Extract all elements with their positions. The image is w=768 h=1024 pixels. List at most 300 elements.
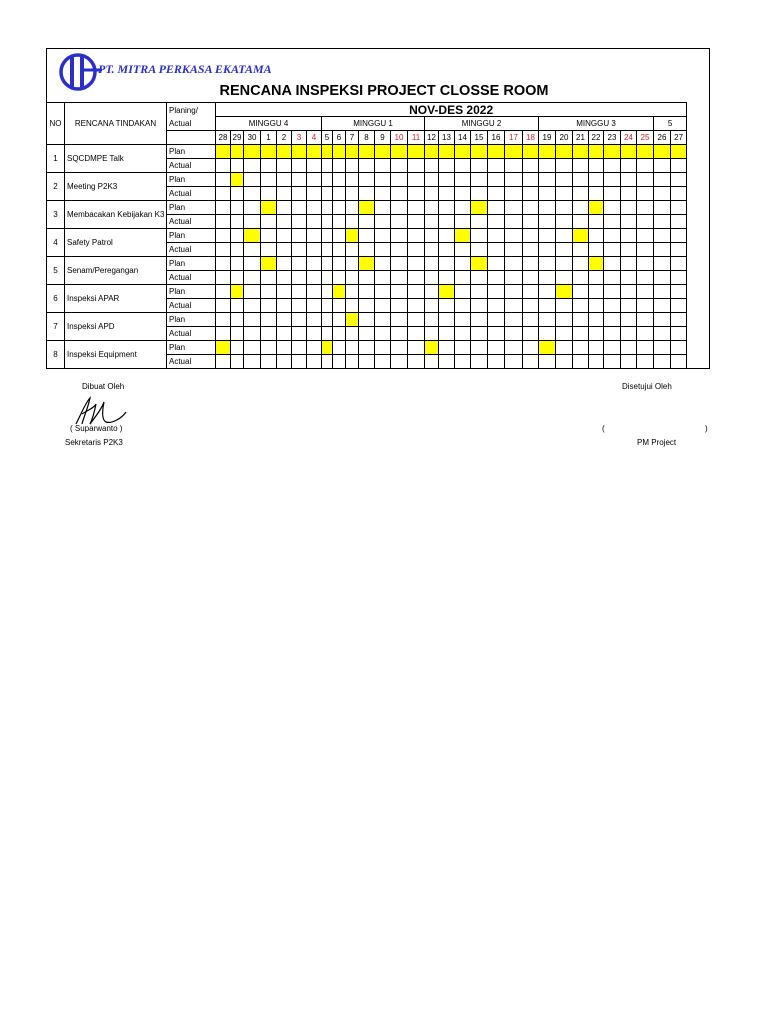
plan-cell — [307, 257, 322, 271]
actual-cell — [589, 355, 604, 369]
plan-cell — [488, 201, 505, 215]
plan-cell — [573, 313, 589, 327]
actual-cell — [654, 355, 671, 369]
plan-cell — [621, 285, 637, 299]
actual-cell — [375, 215, 391, 229]
plan-cell — [604, 285, 621, 299]
plan-cell — [439, 341, 455, 355]
plan-row — [47, 145, 687, 159]
week-header: MINGGU 3 — [539, 117, 654, 131]
actual-cell — [375, 355, 391, 369]
plan-cell — [375, 313, 391, 327]
actual-cell — [333, 215, 346, 229]
actual-cell — [292, 187, 307, 201]
actual-cell — [556, 159, 573, 173]
plan-cell — [471, 313, 488, 327]
plan-cell — [307, 313, 322, 327]
plan-cell — [654, 201, 671, 215]
actual-cell — [244, 159, 261, 173]
plan-cell — [231, 313, 244, 327]
plan-cell — [637, 229, 654, 243]
plan-cell — [523, 145, 539, 159]
actual-cell — [488, 299, 505, 313]
actual-label: Actual — [167, 355, 216, 369]
actual-cell — [671, 355, 687, 369]
plan-cell — [573, 341, 589, 355]
actual-cell — [671, 159, 687, 173]
actual-cell — [307, 299, 322, 313]
actual-cell — [671, 215, 687, 229]
plan-label: Plan — [167, 173, 216, 187]
plan-cell — [391, 173, 408, 187]
plan-cell — [637, 341, 654, 355]
plan-cell — [621, 257, 637, 271]
actual-cell — [573, 299, 589, 313]
actual-cell — [216, 215, 231, 229]
actual-cell — [391, 327, 408, 341]
actual-cell — [231, 159, 244, 173]
actual-cell — [455, 327, 471, 341]
plan-cell — [556, 145, 573, 159]
actual-cell — [523, 271, 539, 285]
actual-cell — [425, 243, 439, 257]
actual-cell — [604, 327, 621, 341]
plan-cell — [408, 229, 425, 243]
day-header: 15 — [471, 131, 488, 145]
plan-cell — [604, 145, 621, 159]
actual-cell — [346, 243, 359, 257]
actual-cell — [231, 187, 244, 201]
actual-cell — [261, 243, 277, 257]
week-header: 5 — [654, 117, 687, 131]
actual-cell — [292, 215, 307, 229]
actual-cell — [455, 159, 471, 173]
actual-cell — [539, 299, 556, 313]
actual-cell — [408, 271, 425, 285]
actual-cell — [505, 355, 523, 369]
plan-cell — [391, 285, 408, 299]
actual-cell — [425, 355, 439, 369]
plan-cell — [261, 201, 277, 215]
plan-cell — [455, 229, 471, 243]
plan-cell — [523, 229, 539, 243]
plan-cell — [505, 257, 523, 271]
plan-cell — [375, 173, 391, 187]
plan-cell — [439, 145, 455, 159]
plan-cell — [523, 285, 539, 299]
actual-cell — [488, 159, 505, 173]
plan-cell — [488, 229, 505, 243]
plan-cell — [322, 313, 333, 327]
day-header: 29 — [231, 131, 244, 145]
plan-cell — [604, 257, 621, 271]
actual-cell — [637, 243, 654, 257]
approved-by-role: PM Project — [637, 438, 677, 447]
actual-cell — [244, 243, 261, 257]
plan-cell — [277, 201, 292, 215]
actual-cell — [292, 355, 307, 369]
plan-cell — [556, 201, 573, 215]
plan-cell — [408, 285, 425, 299]
actual-cell — [408, 299, 425, 313]
actual-cell — [231, 327, 244, 341]
actual-cell — [455, 243, 471, 257]
approved-by-label: Disetujui Oleh — [622, 382, 672, 391]
actual-cell — [231, 271, 244, 285]
actual-cell — [307, 271, 322, 285]
plan-cell — [408, 257, 425, 271]
actual-cell — [408, 159, 425, 173]
plan-cell — [439, 285, 455, 299]
actual-cell — [231, 215, 244, 229]
plan-cell — [359, 257, 375, 271]
plan-cell — [261, 285, 277, 299]
actual-cell — [375, 187, 391, 201]
plan-cell — [654, 313, 671, 327]
plan-cell — [523, 341, 539, 355]
day-header: 23 — [604, 131, 621, 145]
plan-cell — [573, 145, 589, 159]
actual-cell — [261, 327, 277, 341]
actual-cell — [539, 271, 556, 285]
actual-cell — [261, 299, 277, 313]
plan-cell — [573, 285, 589, 299]
plan-cell — [604, 229, 621, 243]
actual-cell — [375, 327, 391, 341]
actual-cell — [637, 159, 654, 173]
actual-cell — [505, 299, 523, 313]
plan-cell — [244, 341, 261, 355]
actual-cell — [637, 355, 654, 369]
plan-cell — [589, 313, 604, 327]
plan-cell — [346, 201, 359, 215]
plan-cell — [523, 257, 539, 271]
plan-cell — [671, 285, 687, 299]
plan-cell — [488, 285, 505, 299]
plan-cell — [425, 173, 439, 187]
actual-cell — [654, 243, 671, 257]
week-header: MINGGU 2 — [425, 117, 539, 131]
plan-cell — [455, 257, 471, 271]
plan-cell — [556, 173, 573, 187]
actual-cell — [359, 159, 375, 173]
day-header: 14 — [455, 131, 471, 145]
actual-cell — [589, 187, 604, 201]
plan-cell — [261, 313, 277, 327]
actual-cell — [621, 299, 637, 313]
row-number: 6 — [47, 285, 65, 313]
day-header: 27 — [671, 131, 687, 145]
actual-cell — [216, 159, 231, 173]
actual-cell — [216, 299, 231, 313]
actual-cell — [391, 271, 408, 285]
plan-cell — [505, 341, 523, 355]
plan-cell — [391, 145, 408, 159]
actual-cell — [322, 159, 333, 173]
actual-cell — [471, 187, 488, 201]
plan-row — [47, 257, 687, 271]
plan-cell — [261, 341, 277, 355]
plan-cell — [671, 341, 687, 355]
plan-cell — [244, 229, 261, 243]
plan-cell — [471, 145, 488, 159]
actual-label: Actual — [169, 118, 192, 128]
row-number: 4 — [47, 229, 65, 257]
plan-cell — [556, 229, 573, 243]
day-header: 3 — [292, 131, 307, 145]
plan-cell — [604, 341, 621, 355]
plan-cell — [231, 341, 244, 355]
plan-cell — [505, 145, 523, 159]
actual-cell — [391, 187, 408, 201]
actual-cell — [261, 159, 277, 173]
actual-cell — [455, 215, 471, 229]
actual-label: Actual — [167, 299, 216, 313]
plan-cell — [539, 229, 556, 243]
actual-label: Actual — [167, 243, 216, 257]
plan-cell — [455, 285, 471, 299]
actual-cell — [359, 355, 375, 369]
actual-cell — [359, 243, 375, 257]
actual-cell — [277, 243, 292, 257]
day-header: 7 — [346, 131, 359, 145]
actual-cell — [346, 327, 359, 341]
actual-cell — [375, 271, 391, 285]
plan-label: Plan — [167, 313, 216, 327]
plan-cell — [391, 229, 408, 243]
actual-cell — [556, 355, 573, 369]
actual-cell — [425, 215, 439, 229]
actual-cell — [471, 243, 488, 257]
plan-cell — [277, 173, 292, 187]
plan-cell — [375, 145, 391, 159]
plan-cell — [637, 145, 654, 159]
actual-cell — [307, 243, 322, 257]
plan-cell — [277, 341, 292, 355]
plan-cell — [425, 229, 439, 243]
plan-cell — [488, 173, 505, 187]
actual-cell — [455, 187, 471, 201]
actual-cell — [277, 355, 292, 369]
actual-cell — [408, 327, 425, 341]
actual-cell — [391, 299, 408, 313]
plan-cell — [216, 201, 231, 215]
plan-cell — [455, 201, 471, 215]
plan-cell — [654, 173, 671, 187]
plan-cell — [346, 285, 359, 299]
plan-cell — [556, 257, 573, 271]
plan-label: Plan — [167, 229, 216, 243]
actual-cell — [408, 243, 425, 257]
plan-cell — [216, 229, 231, 243]
actual-cell — [604, 299, 621, 313]
plan-row — [47, 285, 687, 299]
actual-label: Actual — [167, 187, 216, 201]
actual-cell — [539, 187, 556, 201]
actual-cell — [333, 299, 346, 313]
plan-cell — [604, 313, 621, 327]
plan-cell — [292, 313, 307, 327]
row-number: 8 — [47, 341, 65, 369]
plan-cell — [216, 341, 231, 355]
inspection-schedule-table — [46, 102, 687, 369]
day-header: 24 — [621, 131, 637, 145]
day-header: 22 — [589, 131, 604, 145]
plan-cell — [292, 257, 307, 271]
plan-cell — [322, 201, 333, 215]
plan-cell — [573, 201, 589, 215]
actual-cell — [359, 327, 375, 341]
actual-cell — [333, 355, 346, 369]
actual-cell — [455, 355, 471, 369]
plan-cell — [455, 313, 471, 327]
actual-cell — [391, 243, 408, 257]
plan-cell — [231, 229, 244, 243]
plan-cell — [556, 341, 573, 355]
signature-mark — [72, 394, 130, 428]
day-header: 10 — [391, 131, 408, 145]
plan-label: Plan — [167, 341, 216, 355]
actual-cell — [307, 215, 322, 229]
plan-cell — [375, 229, 391, 243]
actual-cell — [556, 215, 573, 229]
plan-cell — [333, 313, 346, 327]
actual-cell — [621, 215, 637, 229]
actual-cell — [391, 355, 408, 369]
actual-cell — [654, 187, 671, 201]
plan-cell — [244, 201, 261, 215]
actual-cell — [346, 159, 359, 173]
plan-cell — [307, 201, 322, 215]
actual-cell — [292, 159, 307, 173]
plan-cell — [539, 145, 556, 159]
week-header: MINGGU 1 — [322, 117, 425, 131]
actual-cell — [333, 187, 346, 201]
actual-cell — [539, 159, 556, 173]
actual-cell — [216, 327, 231, 341]
plan-cell — [216, 173, 231, 187]
plan-cell — [505, 173, 523, 187]
actual-cell — [359, 215, 375, 229]
actual-cell — [455, 271, 471, 285]
plan-cell — [539, 201, 556, 215]
actual-cell — [307, 355, 322, 369]
actual-cell — [671, 187, 687, 201]
actual-cell — [604, 215, 621, 229]
plan-cell — [261, 173, 277, 187]
actual-cell — [439, 215, 455, 229]
plan-cell — [621, 313, 637, 327]
actual-cell — [425, 327, 439, 341]
plan-cell — [637, 201, 654, 215]
plan-cell — [333, 341, 346, 355]
actual-cell — [322, 215, 333, 229]
actual-cell — [671, 327, 687, 341]
actual-cell — [439, 355, 455, 369]
company-name: PT. MITRA PERKASA EKATAMA — [98, 62, 272, 76]
day-header: 30 — [244, 131, 261, 145]
actual-cell — [637, 327, 654, 341]
day-header: 6 — [333, 131, 346, 145]
actual-cell — [637, 299, 654, 313]
plan-cell — [471, 201, 488, 215]
actual-cell — [346, 215, 359, 229]
day-header: 8 — [359, 131, 375, 145]
action-name: SQCDMPE Talk — [65, 145, 167, 173]
actual-cell — [455, 299, 471, 313]
actual-cell — [604, 271, 621, 285]
plan-cell — [455, 173, 471, 187]
actual-cell — [261, 355, 277, 369]
plan-label: Plan — [167, 201, 216, 215]
day-header: 9 — [375, 131, 391, 145]
plan-cell — [671, 201, 687, 215]
actual-cell — [231, 355, 244, 369]
actual-cell — [346, 355, 359, 369]
actual-cell — [471, 159, 488, 173]
actual-cell — [505, 243, 523, 257]
plan-cell — [671, 257, 687, 271]
plan-cell — [359, 285, 375, 299]
actual-cell — [322, 327, 333, 341]
actual-cell — [573, 187, 589, 201]
actual-cell — [261, 271, 277, 285]
plan-cell — [589, 341, 604, 355]
actual-cell — [523, 215, 539, 229]
actual-cell — [523, 327, 539, 341]
plan-cell — [333, 201, 346, 215]
actual-cell — [439, 243, 455, 257]
plan-cell — [231, 173, 244, 187]
actual-cell — [621, 327, 637, 341]
plan-cell — [346, 173, 359, 187]
actual-cell — [346, 187, 359, 201]
plan-cell — [408, 173, 425, 187]
actual-cell — [346, 299, 359, 313]
plan-cell — [333, 229, 346, 243]
actual-label: Actual — [167, 215, 216, 229]
plan-cell — [573, 229, 589, 243]
actual-cell — [637, 187, 654, 201]
actual-cell — [488, 355, 505, 369]
day-header: 1 — [261, 131, 277, 145]
plan-cell — [408, 341, 425, 355]
plan-cell — [523, 313, 539, 327]
plan-cell — [359, 201, 375, 215]
plan-row — [47, 173, 687, 187]
actual-cell — [523, 299, 539, 313]
day-header: 25 — [637, 131, 654, 145]
page-title: RENCANA INSPEKSI PROJECT CLOSSE ROOM — [219, 83, 549, 99]
actual-cell — [604, 243, 621, 257]
plan-cell — [333, 285, 346, 299]
plan-cell — [292, 145, 307, 159]
day-header: 26 — [654, 131, 671, 145]
plan-cell — [471, 341, 488, 355]
plan-cell — [333, 173, 346, 187]
plan-label: Plan — [167, 285, 216, 299]
actual-cell — [375, 159, 391, 173]
actual-cell — [621, 159, 637, 173]
actual-cell — [573, 215, 589, 229]
plan-cell — [244, 257, 261, 271]
actual-cell — [556, 299, 573, 313]
actual-cell — [654, 215, 671, 229]
actual-label: Actual — [167, 327, 216, 341]
plan-cell — [471, 229, 488, 243]
actual-cell — [333, 327, 346, 341]
plan-cell — [439, 257, 455, 271]
